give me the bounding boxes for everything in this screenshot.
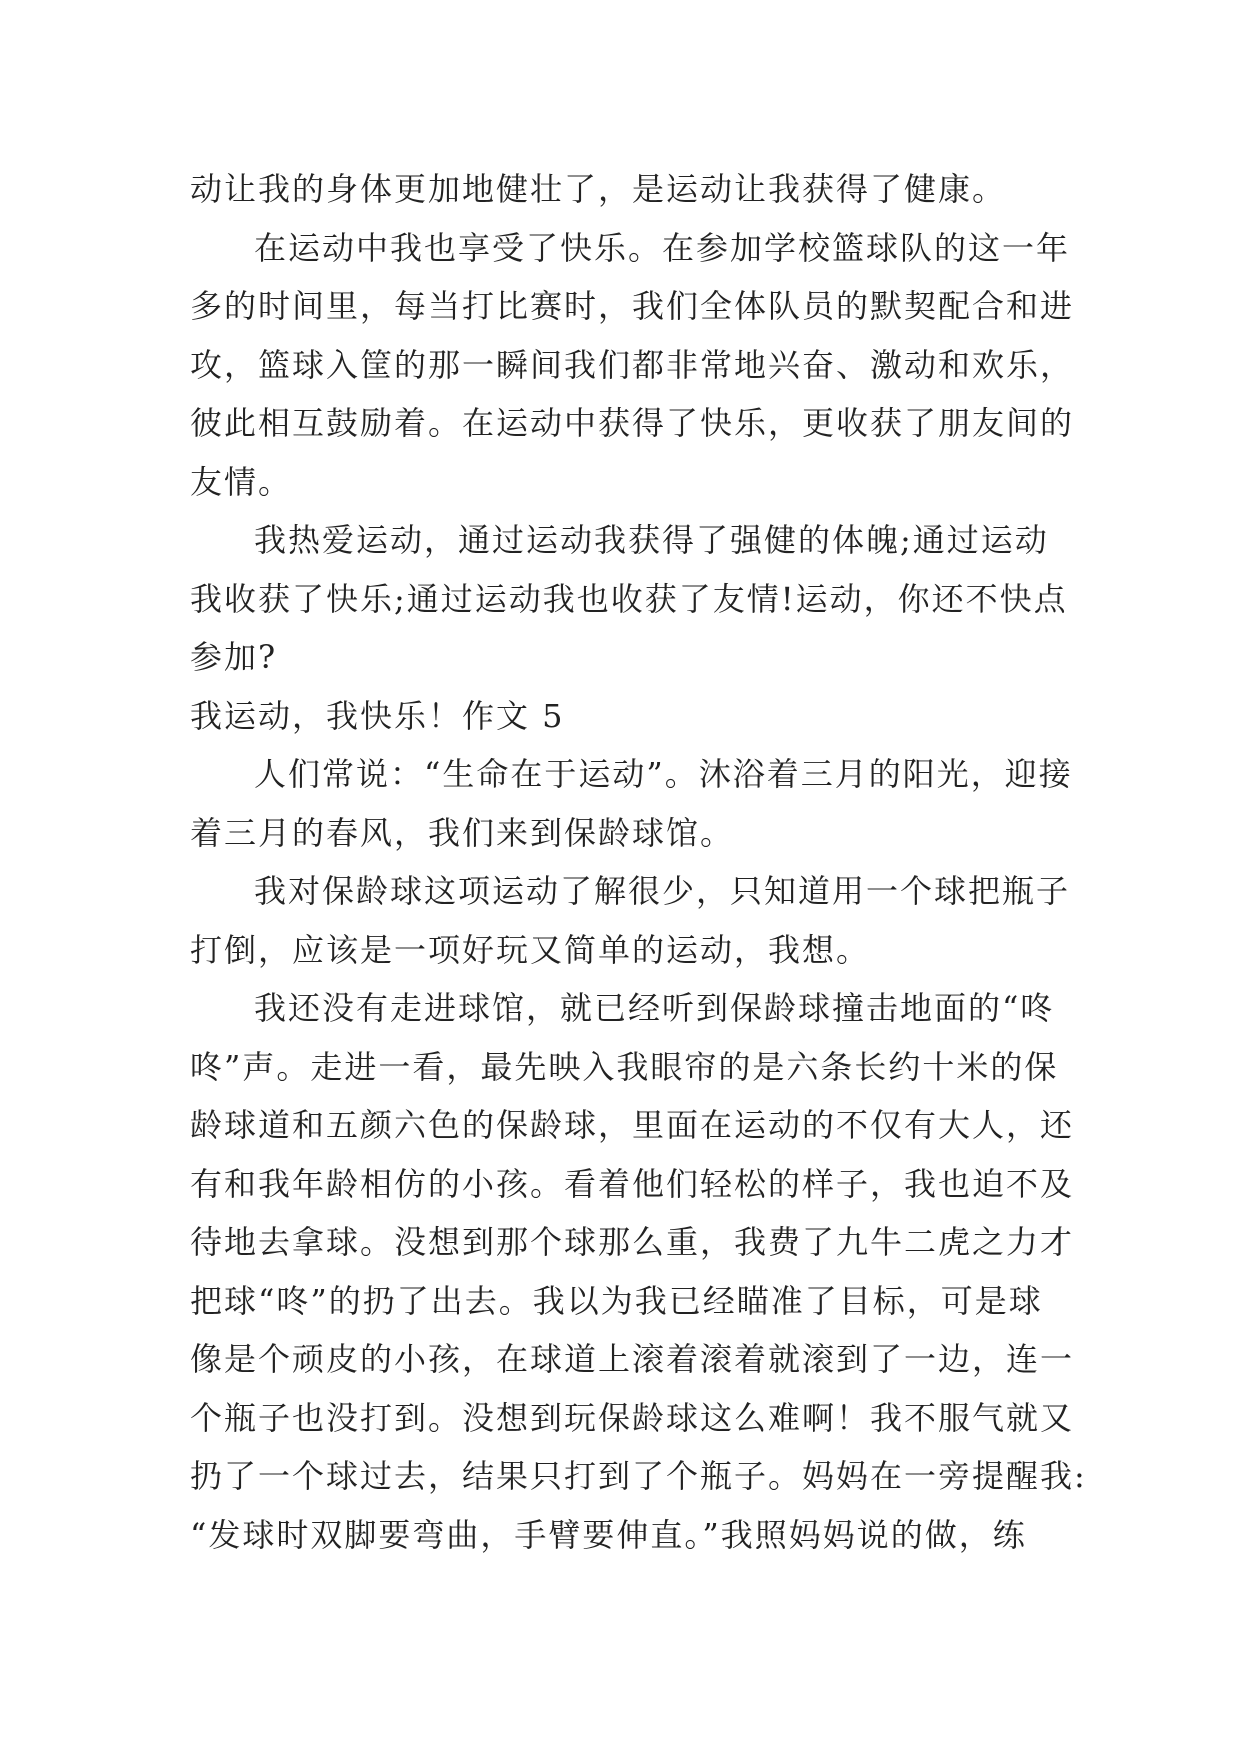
paragraph-line: 龄球道和五颜六色的保龄球，里面在运动的不仅有大人，还 — [190, 1106, 1075, 1144]
paragraph-line: 有和我年龄相仿的小孩。看着他们轻松的样子，我也迫不及 — [190, 1164, 1075, 1203]
paragraph-line: 我收获了快乐;通过运动我也收获了友情!运动，你还不快点 — [190, 579, 1068, 618]
paragraph-line: 彼此相互鼓励着。在运动中获得了快乐，更收获了朋友间的 — [190, 404, 1075, 442]
paragraph-line: 我热爱运动，通过运动我获得了强健的体魄;通过运动 — [254, 521, 1049, 559]
paragraph-line: 着三月的春风，我们来到保龄球馆。 — [190, 813, 735, 852]
paragraph-line: 个瓶子也没打到。没想到玩保龄球这么难啊！我不服气就又 — [190, 1398, 1075, 1437]
paragraph-line: 动让我的身体更加地健壮了，是运动让我获得了健康。 — [190, 170, 1007, 208]
paragraph-line: 我对保龄球这项运动了解很少，只知道用一个球把瓶子 — [254, 872, 1071, 910]
paragraph-line: 咚”声。走进一看，最先映入我眼帘的是六条长约十米的保 — [190, 1047, 1059, 1086]
paragraph-line: 待地去拿球。没想到那个球那么重，我费了九牛二虎之力才 — [190, 1223, 1075, 1261]
paragraph-line: 多的时间里，每当打比赛时，我们全体队员的默契配合和进 — [190, 287, 1075, 325]
paragraph-line: 友情。 — [190, 462, 293, 501]
paragraph-line: “发球时双脚要弯曲，手臂要伸直。”我照妈妈说的做，练 — [190, 1515, 1027, 1554]
paragraph-line: 把球“咚”的扔了出去。我以为我已经瞄准了目标，可是球 — [190, 1281, 1043, 1320]
paragraph-line: 扔了一个球过去，结果只打到了个瓶子。妈妈在一旁提醒我: — [190, 1457, 1087, 1495]
paragraph-line: 打倒，应该是一项好玩又简单的运动，我想。 — [190, 930, 871, 969]
essay-body — [190, 160, 1087, 1564]
paragraph-line: 人们常说：“生命在于运动”。沐浴着三月的阳光，迎接 — [254, 755, 1073, 793]
paragraph-line: 参加? — [190, 638, 278, 676]
essay-title: 我运动，我快乐！作文 5 — [190, 696, 565, 735]
paragraph-line: 我还没有走进球馆，就已经听到保龄球撞击地面的“咚 — [254, 989, 1055, 1027]
paragraph-line: 像是个顽皮的小孩，在球道上滚着滚着就滚到了一边，连一 — [190, 1340, 1075, 1378]
paragraph-line: 在运动中我也享受了快乐。在参加学校篮球队的这一年 — [254, 228, 1071, 267]
paragraph-line: 攻，篮球入筐的那一瞬间我们都非常地兴奋、激动和欢乐， — [190, 345, 1075, 384]
